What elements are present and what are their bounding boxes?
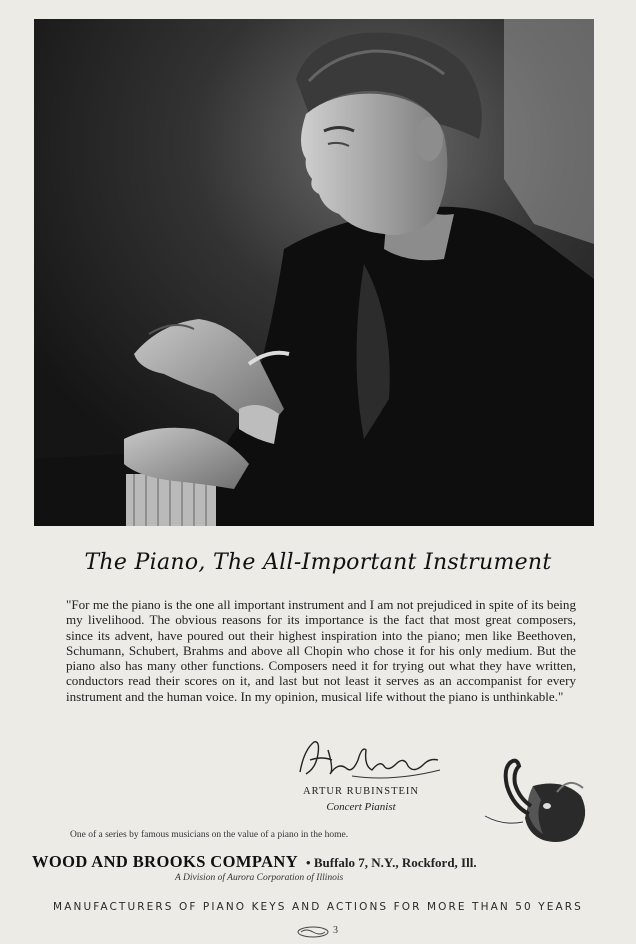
elephant-logo-icon bbox=[473, 756, 593, 848]
testimonial-quote: "For me the piano is the one all important instrument and I am not prejudiced in spite of its being my livelihood. The obvious reasons for its importance is the fact that most great composers, since its advent, have poured out their highest inspiration into the piano; men like Beethoven, Schumann, Schubert, Brahms and above all Chopin who chose it for his only medium. But the piano also has many other functions. Composers need it for trying out what they have written, conductors read their scores on it, and last but not least it serves as an accompanist for every instrument and the human voice. In my opinion, musical life without the piano is unthinkable." bbox=[66, 597, 576, 704]
page-number: 3 bbox=[333, 925, 338, 936]
signatory-name: ARTUR RUBINSTEIN bbox=[303, 786, 419, 797]
pianist-photo bbox=[34, 19, 594, 526]
company-line bbox=[32, 852, 592, 872]
footer-tagline: MANUFACTURERS OF PIANO KEYS AND ACTIONS FOR MORE THAN 50 YEARS bbox=[53, 901, 583, 913]
company-name: WOOD AND BROOKS COMPANY bbox=[32, 852, 299, 871]
ornament-icon bbox=[296, 925, 330, 939]
headline: The Piano, The All-Important Instrument bbox=[84, 550, 552, 575]
signature-icon bbox=[292, 730, 442, 785]
company-division: A Division of Aurora Corporation of Illinois bbox=[175, 873, 344, 883]
signatory-title: Concert Pianist bbox=[326, 801, 396, 813]
series-note: One of a series by famous musicians on the value of a piano in the home. bbox=[70, 830, 349, 840]
company-locations: • Buffalo 7, N.Y., Rockford, Ill. bbox=[306, 855, 477, 870]
